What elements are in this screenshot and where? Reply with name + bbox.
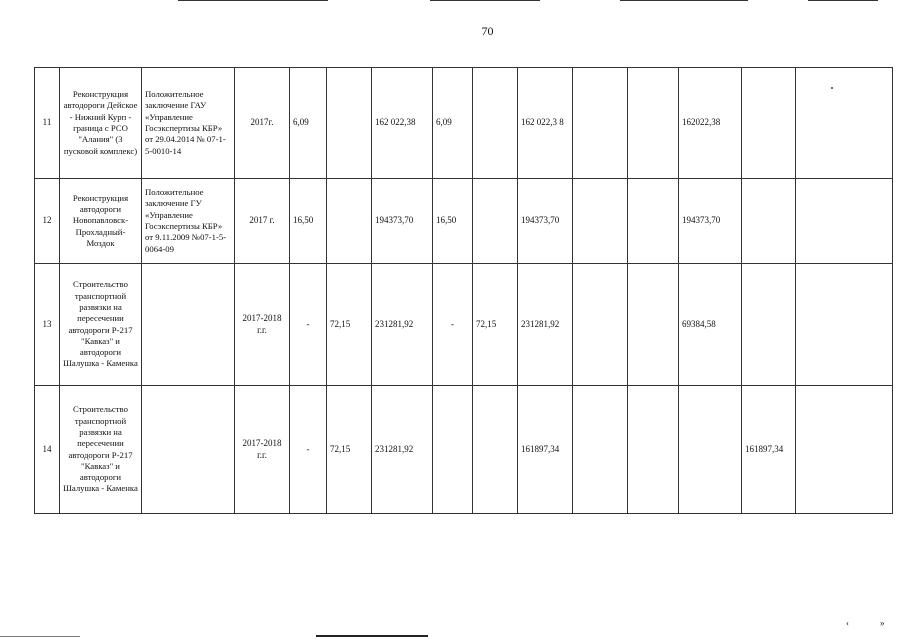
expertise-document: Положительное заключение ГУ «Управление Госэкспертизы КБР» от 9.11.2009 №07-1-5-0064-09 [142,179,235,264]
value-cell [573,68,628,179]
value-cell: 72,15 [327,386,372,514]
value-cell: 162 022,38 [372,68,433,179]
value-cell [628,264,679,386]
corner-mark-left: ‹ [846,618,849,628]
value-cell: 161897,34 [742,386,796,514]
value-cell [796,68,893,179]
value-cell [473,179,518,264]
object-name: Строительство транспортной развязки на пересечении автодороги Р-217 "Кавказ" и автодороги Шалушка - Каменка [60,264,142,386]
row-number: 14 [35,386,60,514]
value-cell [742,264,796,386]
value-cell [796,386,893,514]
year-cell: 2017 г. [235,179,290,264]
value-cell: 194373,70 [372,179,433,264]
expertise-document: Положительное заключение ГАУ «Управление Госэкспертизы КБР» от 29.04.2014 № 07-1-5-0010-14 [142,68,235,179]
value-cell [573,264,628,386]
top-rule [808,0,878,1]
year-cell: 2017-2018 г.г. [235,386,290,514]
value-cell: 231281,92 [518,264,573,386]
value-cell: 162022,38 [679,68,742,179]
value-cell: - [290,264,327,386]
value-cell [742,68,796,179]
value-cell [628,179,679,264]
value-cell [742,179,796,264]
table-row [35,264,893,386]
value-cell: 194373,70 [518,179,573,264]
value-cell: 72,15 [327,264,372,386]
object-name: Строительство транспортной развязки на пересечении автодороги Р-217 "Кавказ" и автодороги Шалушка - Каменка [60,386,142,514]
value-cell [473,386,518,514]
year-cell: 2017-2018 г.г. [235,264,290,386]
corner-mark-right: » [880,618,885,628]
projects-table [34,67,893,514]
value-cell [327,179,372,264]
value-cell: 6,09 [290,68,327,179]
row-number: 11 [35,68,60,179]
top-rule [178,0,328,1]
value-cell: - [433,264,473,386]
top-rule [620,0,748,1]
value-cell: 69384,58 [679,264,742,386]
value-cell: 162 022,3 8 [518,68,573,179]
year-cell: 2017г. [235,68,290,179]
expertise-document [142,264,235,386]
value-cell: 231281,92 [372,386,433,514]
value-cell [433,386,473,514]
value-cell: 6,09 [433,68,473,179]
expertise-document [142,386,235,514]
bottom-rule [0,636,80,637]
object-name: Реконструкция автодороги Дейское - Нижний Курп - граница с РСО "Алания" (3 пусковой комплекс) [60,68,142,179]
value-cell [327,68,372,179]
row-number: 13 [35,264,60,386]
page-number: 70 [481,24,494,38]
value-cell [473,68,518,179]
value-cell [573,179,628,264]
value-cell [628,386,679,514]
value-cell [796,179,893,264]
value-cell [679,386,742,514]
bottom-rule [316,635,428,637]
table-row [35,68,893,179]
value-cell [573,386,628,514]
top-rule [430,0,540,1]
row-number: 12 [35,179,60,264]
value-cell: 72,15 [473,264,518,386]
value-cell: - [290,386,327,514]
table-row [35,179,893,264]
value-cell: 231281,92 [372,264,433,386]
object-name: Реконструкция автодороги Новопавловск-Прохладный-Моздок [60,179,142,264]
table-row [35,386,893,514]
value-cell: 194373,70 [679,179,742,264]
value-cell [628,68,679,179]
value-cell: 161897,34 [518,386,573,514]
value-cell: 16,50 [290,179,327,264]
value-cell [796,264,893,386]
value-cell: 16,50 [433,179,473,264]
